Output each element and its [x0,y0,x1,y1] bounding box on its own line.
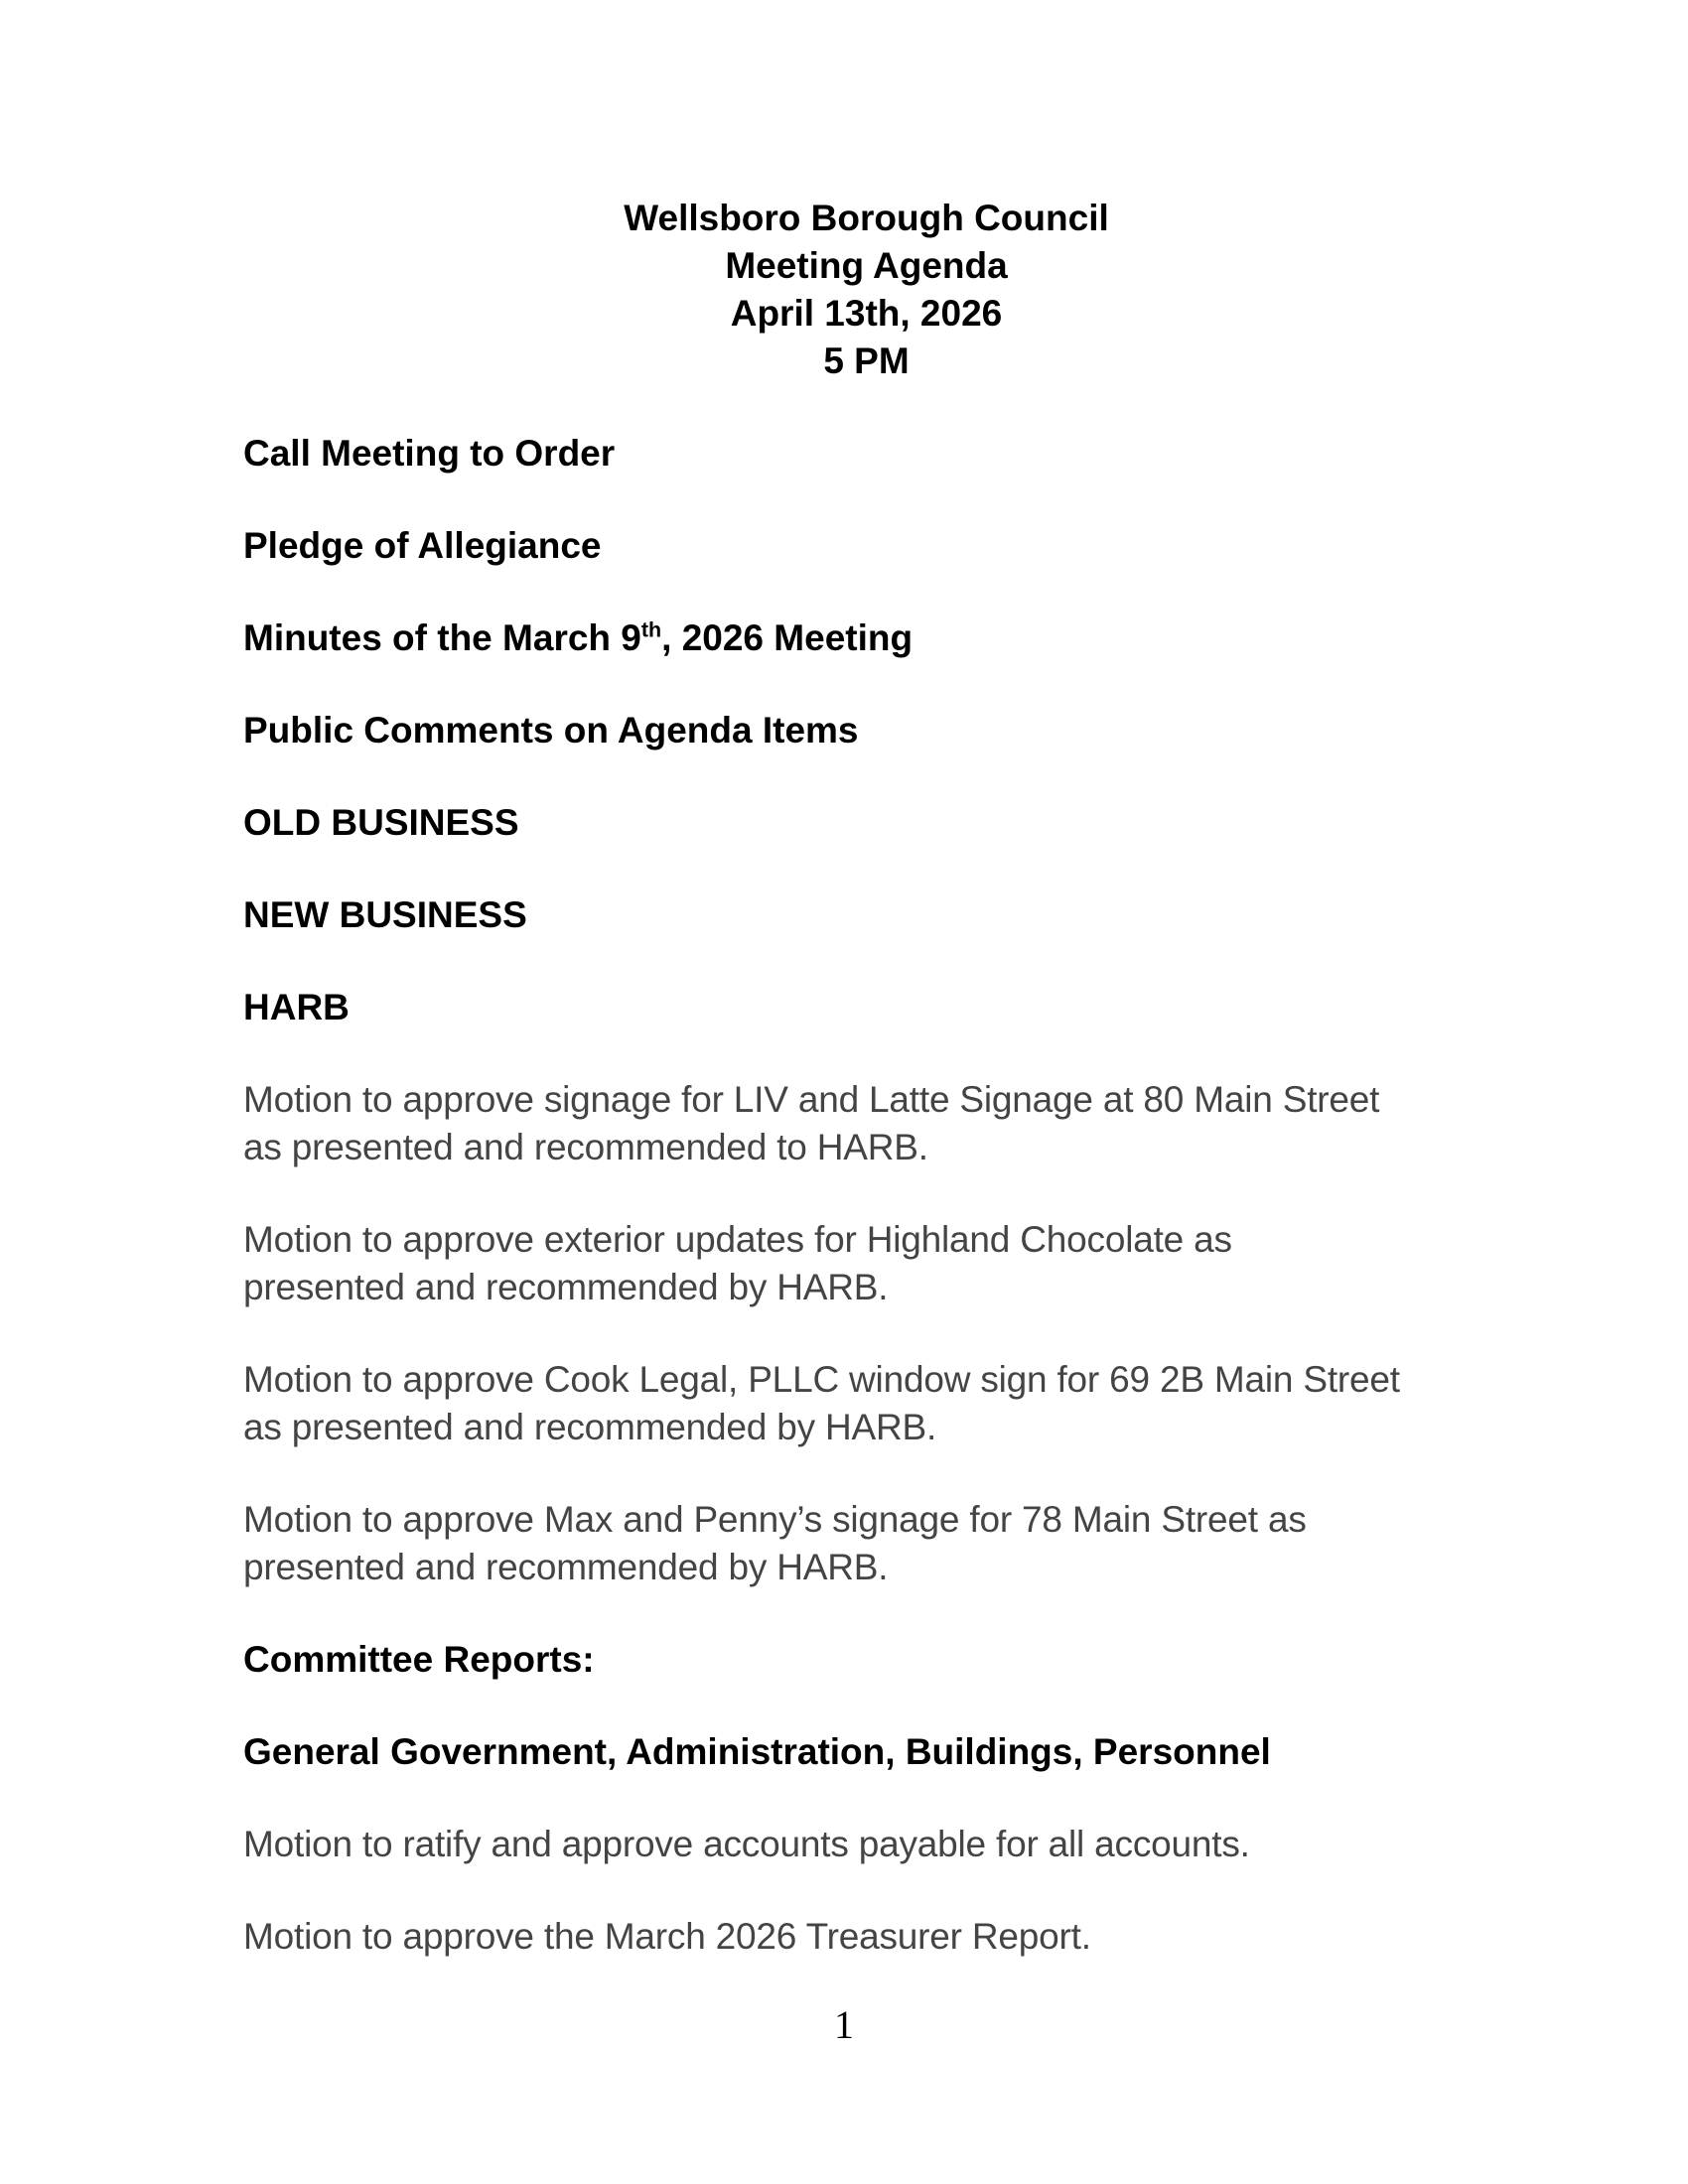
document-title-block [243,195,1489,385]
motion-line: presented and recommended by HARB. [243,1267,889,1307]
minutes-ordinal-superscript: th [640,617,662,642]
motion-cook-legal-window-sign [243,1356,1489,1451]
title-line-council: Wellsboro Borough Council [624,198,1109,238]
motion-liv-latte-signage [243,1076,1489,1171]
motion-treasurer-report [243,1913,1489,1961]
motion-line: Motion to approve signage for LIV and Latte Signage at 80 Main Street [243,1079,1380,1120]
motion-highland-chocolate [243,1216,1489,1311]
motion-line: as presented and recommended by HARB. [243,1407,937,1447]
motion-line: as presented and recommended to HARB. [243,1127,928,1167]
heading-pledge-of-allegiance: Pledge of Allegiance [243,525,602,566]
motion-line: Motion to ratify and approve accounts payable for all accounts. [243,1824,1250,1864]
heading-harb: HARB [243,987,350,1027]
title-line-time: 5 PM [823,341,910,381]
page-number: 1 [834,2002,854,2047]
motion-max-penny-signage [243,1496,1489,1591]
motion-line: Motion to approve Max and Penny’s signage for 78 Main Street as [243,1499,1307,1540]
motion-line: Motion to approve Cook Legal, PLLC window sign for 69 2B Main Street [243,1359,1400,1400]
heading-committee-reports: Committee Reports: [243,1639,595,1680]
title-line-meeting-agenda: Meeting Agenda [725,245,1008,286]
heading-call-meeting-to-order: Call Meeting to Order [243,433,616,474]
motion-line: presented and recommended by HARB. [243,1547,889,1587]
minutes-text-post: , 2026 Meeting [661,617,914,658]
heading-public-comments: Public Comments on Agenda Items [243,710,859,751]
motion-line: Motion to approve exterior updates for Highland Chocolate as [243,1219,1232,1260]
title-line-date: April 13th, 2026 [730,293,1003,334]
heading-new-business: NEW BUSINESS [243,894,527,935]
heading-general-government: General Government, Administration, Buildings, Personnel [243,1731,1271,1772]
motion-accounts-payable [243,1821,1489,1868]
heading-minutes [243,614,1489,662]
minutes-text-pre: Minutes of the March 9 [243,617,641,658]
heading-old-business: OLD BUSINESS [243,802,519,843]
motion-line: Motion to approve the March 2026 Treasurer Report. [243,1916,1091,1957]
